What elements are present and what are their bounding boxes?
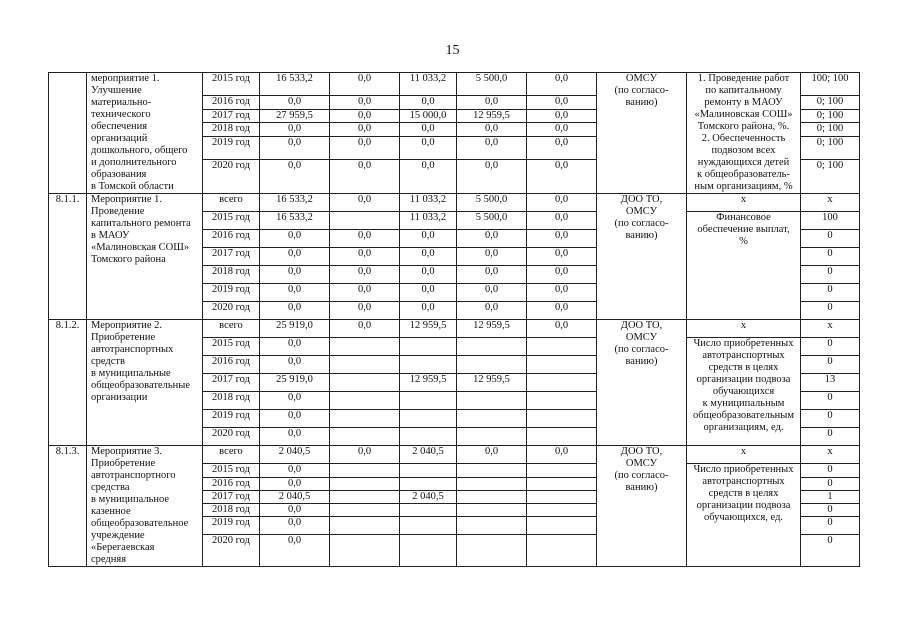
extra-budget-cell: 0,0: [527, 266, 597, 284]
year-cell: 2016 год: [203, 230, 260, 248]
indicator-value: 0: [801, 266, 860, 284]
regional-cell: 0,0: [400, 230, 457, 248]
total-cell: 0,0: [260, 266, 330, 284]
federal-cell: 0,0: [330, 230, 400, 248]
local-cell: 0,0: [457, 137, 527, 160]
local-cell: [457, 392, 527, 410]
indicator-value: 0: [801, 517, 860, 535]
federal-cell: 0,0: [330, 446, 400, 464]
extra-budget-cell: [527, 535, 597, 567]
year-cell: 2015 год: [203, 464, 260, 478]
indicator-value: 0: [801, 356, 860, 374]
total-cell: 0,0: [260, 464, 330, 478]
regional-cell: [400, 504, 457, 517]
year-cell: 2018 год: [203, 392, 260, 410]
local-cell: 5 500,0: [457, 73, 527, 96]
year-cell: 2017 год: [203, 109, 260, 123]
indicator-value: 0: [801, 478, 860, 491]
local-cell: [457, 410, 527, 428]
local-cell: 0,0: [457, 230, 527, 248]
year-cell: всего: [203, 320, 260, 338]
federal-cell: [330, 392, 400, 410]
federal-cell: [330, 504, 400, 517]
table-row: [49, 194, 860, 212]
federal-cell: 0,0: [330, 73, 400, 96]
regional-cell: 0,0: [400, 284, 457, 302]
local-cell: [457, 356, 527, 374]
total-cell: 0,0: [260, 230, 330, 248]
local-cell: [457, 517, 527, 535]
indicator-value: 100; 100: [801, 73, 860, 96]
federal-cell: 0,0: [330, 320, 400, 338]
indicator-value: 0; 100: [801, 137, 860, 160]
indicator-value: 1: [801, 491, 860, 504]
local-cell: 5 500,0: [457, 212, 527, 230]
indicator-value: 0; 100: [801, 109, 860, 123]
executor: ДОО ТО, ОМСУ (по согласо- ванию): [597, 446, 687, 567]
value-total: х: [801, 446, 860, 464]
regional-cell: 0,0: [400, 160, 457, 194]
extra-budget-cell: 0,0: [527, 284, 597, 302]
extra-budget-cell: [527, 356, 597, 374]
federal-cell: [330, 464, 400, 478]
regional-cell: [400, 478, 457, 491]
local-cell: 0,0: [457, 96, 527, 110]
regional-cell: [400, 356, 457, 374]
extra-budget-cell: 0,0: [527, 160, 597, 194]
regional-cell: [400, 517, 457, 535]
federal-cell: 0,0: [330, 284, 400, 302]
local-cell: 0,0: [457, 123, 527, 137]
indicator-value: 100: [801, 212, 860, 230]
table-row: [49, 446, 860, 464]
local-cell: 12 959,5: [457, 374, 527, 392]
value-total: х: [801, 320, 860, 338]
regional-cell: [400, 338, 457, 356]
indicator-value: 0: [801, 284, 860, 302]
total-cell: 0,0: [260, 123, 330, 137]
total-cell: 0,0: [260, 137, 330, 160]
federal-cell: [330, 517, 400, 535]
year-cell: 2018 год: [203, 123, 260, 137]
total-cell: 0,0: [260, 410, 330, 428]
federal-cell: 0,0: [330, 194, 400, 212]
extra-budget-cell: [527, 410, 597, 428]
extra-budget-cell: 0,0: [527, 320, 597, 338]
total-cell: 2 040,5: [260, 446, 330, 464]
local-cell: 12 959,5: [457, 320, 527, 338]
local-cell: 5 500,0: [457, 194, 527, 212]
measure-name: мероприятие 1. Улучшение материально- технического обеспечения организаций дошкольного, общего и дополнительного образования в Томской области: [87, 73, 203, 194]
extra-budget-cell: 0,0: [527, 230, 597, 248]
executor: ДОО ТО, ОМСУ (по согласо- ванию): [597, 194, 687, 320]
local-cell: [457, 491, 527, 504]
extra-budget-cell: 0,0: [527, 212, 597, 230]
total-cell: 0,0: [260, 517, 330, 535]
regional-cell: 11 033,2: [400, 194, 457, 212]
indicator-value: 0: [801, 535, 860, 567]
extra-budget-cell: [527, 338, 597, 356]
regional-cell: 2 040,5: [400, 491, 457, 504]
extra-budget-cell: [527, 392, 597, 410]
total-cell: 0,0: [260, 96, 330, 110]
local-cell: 0,0: [457, 266, 527, 284]
total-cell: 16 533,2: [260, 212, 330, 230]
year-cell: всего: [203, 446, 260, 464]
year-cell: 2017 год: [203, 374, 260, 392]
federal-cell: 0,0: [330, 109, 400, 123]
local-cell: [457, 504, 527, 517]
total-cell: 0,0: [260, 356, 330, 374]
table-row: [49, 320, 860, 338]
extra-budget-cell: 0,0: [527, 302, 597, 320]
federal-cell: [330, 478, 400, 491]
indicator-total: х: [687, 320, 801, 338]
measure-name: Мероприятие 2. Приобретение автотранспортных средств в муниципальные общеобразовательные организации: [87, 320, 203, 446]
extra-budget-cell: 0,0: [527, 73, 597, 96]
regional-cell: 0,0: [400, 248, 457, 266]
federal-cell: 0,0: [330, 266, 400, 284]
total-cell: 0,0: [260, 504, 330, 517]
total-cell: 0,0: [260, 535, 330, 567]
total-cell: 0,0: [260, 284, 330, 302]
year-cell: 2019 год: [203, 517, 260, 535]
indicator-text: Число приобретенных автотранспортных средств в целях организации подвоза обучающихся к муниципальным общеобразовательным организациям, ед.: [687, 338, 801, 446]
federal-cell: [330, 356, 400, 374]
year-cell: 2019 год: [203, 284, 260, 302]
section-code: [49, 73, 87, 194]
executor: ОМСУ (по согласо- ванию): [597, 73, 687, 194]
year-cell: 2019 год: [203, 410, 260, 428]
extra-budget-cell: 0,0: [527, 109, 597, 123]
indicator-text: 1. Проведение работ по капитальному ремонту в МАОУ «Малиновская СОШ» Томского района, %. 2. Обеспеченность подвозом всех нуждающихся детей к общеобразователь- ным организациям, %: [687, 73, 801, 194]
local-cell: 0,0: [457, 248, 527, 266]
year-cell: 2020 год: [203, 302, 260, 320]
extra-budget-cell: [527, 464, 597, 478]
extra-budget-cell: [527, 478, 597, 491]
measure-name: Мероприятие 1. Проведение капитального ремонта в МАОУ «Малиновская СОШ» Томского района: [87, 194, 203, 320]
value-total: х: [801, 194, 860, 212]
regional-cell: [400, 464, 457, 478]
regional-cell: [400, 392, 457, 410]
total-cell: 27 959,5: [260, 109, 330, 123]
year-cell: 2016 год: [203, 96, 260, 110]
page-number: 15: [445, 43, 460, 58]
year-cell: 2017 год: [203, 491, 260, 504]
regional-cell: 11 033,2: [400, 73, 457, 96]
federal-cell: [330, 428, 400, 446]
total-cell: 16 533,2: [260, 73, 330, 96]
federal-cell: 0,0: [330, 248, 400, 266]
year-cell: 2016 год: [203, 478, 260, 491]
year-cell: 2015 год: [203, 338, 260, 356]
extra-budget-cell: 0,0: [527, 446, 597, 464]
year-cell: 2020 год: [203, 428, 260, 446]
indicator-text: Число приобретенных автотранспортных средств в целях организации подвоза обучающихся, ед.: [687, 464, 801, 567]
year-cell: всего: [203, 194, 260, 212]
year-cell: 2015 год: [203, 73, 260, 96]
federal-cell: [330, 338, 400, 356]
year-cell: 2016 год: [203, 356, 260, 374]
indicator-value: 0: [801, 428, 860, 446]
extra-budget-cell: [527, 491, 597, 504]
regional-cell: 0,0: [400, 137, 457, 160]
year-cell: 2018 год: [203, 266, 260, 284]
federal-cell: [330, 212, 400, 230]
total-cell: 0,0: [260, 392, 330, 410]
executor: ДОО ТО, ОМСУ (по согласо- ванию): [597, 320, 687, 446]
total-cell: 0,0: [260, 478, 330, 491]
regional-cell: 2 040,5: [400, 446, 457, 464]
federal-cell: 0,0: [330, 123, 400, 137]
year-cell: 2020 год: [203, 535, 260, 567]
indicator-value: 0: [801, 464, 860, 478]
local-cell: 0,0: [457, 446, 527, 464]
local-cell: 0,0: [457, 302, 527, 320]
extra-budget-cell: [527, 504, 597, 517]
measure-name: Мероприятие 3. Приобретение автотранспортного средства в муниципальное казенное общеобразовательное учреждение «Берегаевская средняя: [87, 446, 203, 567]
indicator-value: 0: [801, 230, 860, 248]
total-cell: 0,0: [260, 338, 330, 356]
regional-cell: 0,0: [400, 96, 457, 110]
indicator-value: 0: [801, 410, 860, 428]
total-cell: 16 533,2: [260, 194, 330, 212]
local-cell: [457, 338, 527, 356]
regional-cell: 0,0: [400, 302, 457, 320]
extra-budget-cell: 0,0: [527, 123, 597, 137]
indicator-value: 0; 100: [801, 160, 860, 194]
federal-cell: [330, 491, 400, 504]
regional-cell: [400, 428, 457, 446]
regional-cell: 12 959,5: [400, 320, 457, 338]
regional-cell: 0,0: [400, 123, 457, 137]
year-cell: 2020 год: [203, 160, 260, 194]
total-cell: 0,0: [260, 160, 330, 194]
total-cell: 2 040,5: [260, 491, 330, 504]
extra-budget-cell: 0,0: [527, 96, 597, 110]
regional-cell: [400, 410, 457, 428]
table-row: [49, 73, 860, 96]
year-cell: 2019 год: [203, 137, 260, 160]
program-table: [48, 72, 860, 567]
total-cell: 0,0: [260, 248, 330, 266]
year-cell: 2015 год: [203, 212, 260, 230]
indicator-value: 0; 100: [801, 123, 860, 137]
local-cell: 0,0: [457, 160, 527, 194]
federal-cell: 0,0: [330, 160, 400, 194]
section-code: 8.1.1.: [49, 194, 87, 320]
federal-cell: 0,0: [330, 137, 400, 160]
indicator-text: Финансовое обеспечение выплат, %: [687, 212, 801, 320]
total-cell: 0,0: [260, 428, 330, 446]
indicator-value: 0: [801, 392, 860, 410]
federal-cell: 0,0: [330, 302, 400, 320]
local-cell: 12 959,5: [457, 109, 527, 123]
regional-cell: 15 000,0: [400, 109, 457, 123]
total-cell: 0,0: [260, 302, 330, 320]
year-cell: 2017 год: [203, 248, 260, 266]
indicator-value: 0; 100: [801, 96, 860, 110]
total-cell: 25 919,0: [260, 320, 330, 338]
year-cell: 2018 год: [203, 504, 260, 517]
indicator-value: 0: [801, 302, 860, 320]
federal-cell: [330, 374, 400, 392]
indicator-total: х: [687, 446, 801, 464]
extra-budget-cell: 0,0: [527, 248, 597, 266]
federal-cell: [330, 410, 400, 428]
regional-cell: 12 959,5: [400, 374, 457, 392]
indicator-total: х: [687, 194, 801, 212]
local-cell: 0,0: [457, 284, 527, 302]
extra-budget-cell: [527, 374, 597, 392]
extra-budget-cell: 0,0: [527, 194, 597, 212]
section-code: 8.1.2.: [49, 320, 87, 446]
extra-budget-cell: 0,0: [527, 137, 597, 160]
indicator-value: 0: [801, 248, 860, 266]
indicator-value: 0: [801, 338, 860, 356]
extra-budget-cell: [527, 517, 597, 535]
local-cell: [457, 535, 527, 567]
regional-cell: [400, 535, 457, 567]
local-cell: [457, 478, 527, 491]
regional-cell: 11 033,2: [400, 212, 457, 230]
local-cell: [457, 464, 527, 478]
indicator-value: 13: [801, 374, 860, 392]
federal-cell: [330, 535, 400, 567]
federal-cell: 0,0: [330, 96, 400, 110]
extra-budget-cell: [527, 428, 597, 446]
indicator-value: 0: [801, 504, 860, 517]
local-cell: [457, 428, 527, 446]
total-cell: 25 919,0: [260, 374, 330, 392]
section-code: 8.1.3.: [49, 446, 87, 567]
regional-cell: 0,0: [400, 266, 457, 284]
